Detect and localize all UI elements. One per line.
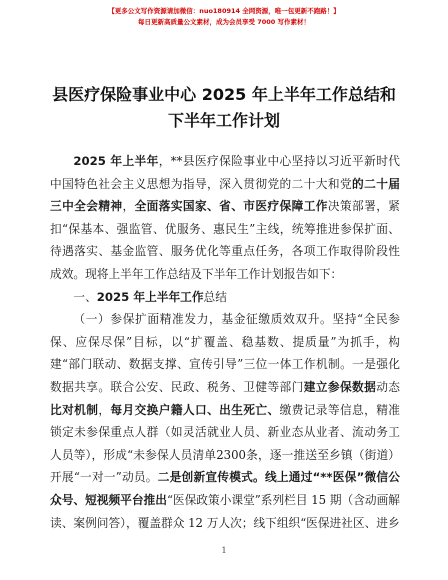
intro-paragraph: [50, 150, 400, 286]
page-number: 1: [221, 546, 227, 555]
p1-bold-3: 每月交换户籍人口、出生死亡、: [110, 402, 280, 417]
section-heading-1: [50, 286, 400, 309]
title-line-1: 县医疗保险事业中心 2025 年上半年工作总结和: [52, 85, 396, 104]
header-banner: [0, 6, 448, 28]
banner-line-update: 每日更新高质量公文素材，成为会员享受 7000 写作素材！: [137, 18, 311, 26]
p1-text-5: “医保政策小课堂”系列栏目 15 期（含动画解读、案例问答），覆盖群众 12 万人次；线下组织“医保进社区、进乡: [50, 492, 400, 530]
intro-text-3: 决策部署，紧扣“保基本、强监管、优服务、惠民生”主线，统筹推进参保扩面、待遇落实、基金监管、服务优化等重点任务，各项工作取得阶段性成效。现将上半年工作总结及下半年工作计划报告如下：: [50, 199, 400, 281]
section-rest: 总结: [203, 289, 227, 304]
p1-bold-4: 二是创新宣传模式。线上通过“**医保”微信公众号、短视频平台推出: [50, 470, 400, 507]
document-title: [0, 82, 448, 134]
p1-text-2: 动态: [376, 379, 400, 394]
intro-bold-2: 全面落实国家、省、市医疗保障工作: [134, 199, 328, 214]
intro-text-2: ，: [122, 199, 135, 214]
banner-line-promo: 【更多公文写作资源请加微信：nuo180914 全网资源，唯一包更新不跑路！】: [108, 7, 340, 15]
intro-lead: 2025 年上半年: [73, 154, 159, 168]
title-line-2: 下半年工作计划: [167, 111, 280, 130]
p1-text-3: ，: [98, 402, 111, 417]
p1-bold-2: 比对机制: [50, 402, 99, 417]
section-number: 一、: [73, 289, 97, 304]
paragraph-1: [50, 308, 400, 534]
document-body: [50, 150, 400, 534]
intro-bold-1: 的二十届三中全会精神: [50, 176, 400, 214]
section-year: 2025 年上半年工作: [96, 289, 204, 304]
p1-text-4: 缴费记录等信息，精准锁定未参保重点人群（如灵活就业人员、新业态从业者、流动务工人员等），形成“未参保人员清单2300条，逐一推送至乡镇（街道）开展“一对一”动员。: [50, 402, 400, 485]
p1-bold-1: 建立参保数据: [303, 379, 377, 394]
intro-text-1: ，**县医疗保险事业中心坚持以习近平新时代中国特色社会主义思想为指导，深入贯彻党的二十大和党: [50, 154, 400, 191]
p1-text-1: （一）参保扩面精准发力，基金征缴质效双升。坚持“全民参保、应保尽保”目标，以“扩覆盖、稳基数、提质量”为抓手，构建“部门联动、数据支撑、宣传引导”三位一体工作机制。一是强化数据共享。联合公安、民政、税务、卫健等部门: [50, 312, 400, 394]
